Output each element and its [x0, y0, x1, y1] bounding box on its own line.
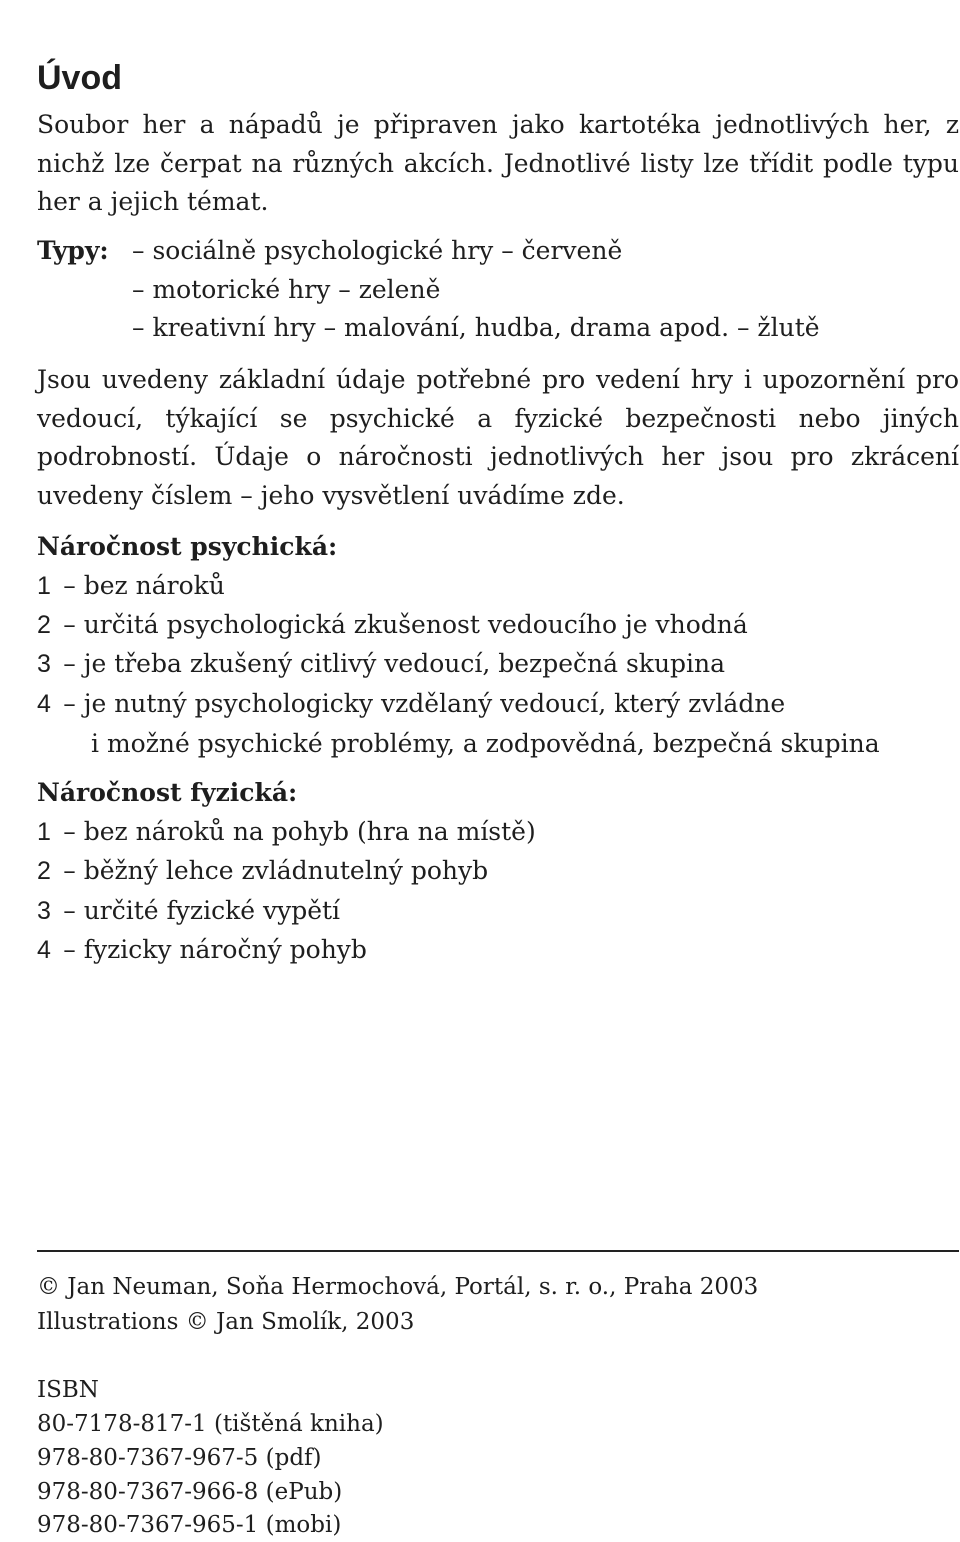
level-number: 4 — [37, 936, 51, 964]
psych-level-item — [37, 566, 959, 606]
psych-difficulty-heading: Náročnost psychická: — [37, 532, 338, 561]
isbn-print: 80-7178-817-1 (tištěná kniha) — [37, 1411, 384, 1437]
copyright-line: © Jan Neuman, Soňa Hermochová, Portál, s. r. o., Praha 2003 — [37, 1274, 759, 1300]
level-text: – bez nároků — [63, 571, 225, 600]
psych-level-item — [37, 684, 959, 764]
level-text: – fyzicky náročný pohyb — [63, 935, 367, 964]
level-number: 1 — [37, 818, 51, 846]
game-types-label: Typy: — [37, 236, 109, 265]
isbn-label: ISBN — [37, 1377, 99, 1403]
phys-level-item — [37, 812, 959, 852]
level-text: – je nutný psychologicky vzdělaný vedoucí, který zvládne — [63, 689, 786, 718]
psych-level-item — [37, 605, 959, 645]
isbn-epub: 978-80-7367-966-8 (ePub) — [37, 1479, 343, 1505]
level-text: – bez nároků na pohyb (hra na místě) — [63, 817, 536, 846]
level-number: 2 — [37, 857, 51, 885]
document-page — [37, 0, 959, 1540]
level-number: 3 — [37, 897, 51, 925]
level-text: – určitá psychologická zkušenost vedoucího je vhodná — [63, 610, 748, 639]
level-number: 2 — [37, 611, 51, 639]
psych-level-item — [37, 644, 959, 684]
phys-level-item — [37, 851, 959, 891]
description-paragraph: Jsou uvedeny základní údaje potřebné pro vedení hry i upozornění pro vedoucí, týkající se psychické a fyzické bezpečnosti nebo jiných podrobností. Údaje o náročnosti jednotlivých her jsou pro zkrácení uvedeny číslem – jeho vysvětlení uvádíme zde. — [37, 365, 959, 511]
phys-level-item — [37, 891, 959, 931]
game-type-motor: – motorické hry – zeleně — [132, 274, 441, 304]
phys-difficulty-heading: Náročnost fyzická: — [37, 778, 298, 807]
level-number: 3 — [37, 650, 51, 678]
phys-level-item — [37, 930, 959, 970]
game-type-row — [37, 309, 959, 348]
game-type-social: – sociálně psychologické hry – červeně — [132, 236, 623, 265]
game-types-list — [37, 232, 959, 348]
level-text-continuation: i možné psychické problémy, a zodpovědná, bezpečná skupina — [91, 729, 880, 759]
level-number: 4 — [37, 690, 51, 718]
page-title: Úvod — [37, 59, 122, 97]
level-text: – je třeba zkušený citlivý vedoucí, bezpečná skupina — [63, 649, 726, 678]
level-text: – běžný lehce zvládnutelný pohyb — [63, 856, 489, 885]
game-type-row — [37, 271, 959, 310]
isbn-pdf: 978-80-7367-967-5 (pdf) — [37, 1445, 322, 1471]
footer-divider — [37, 1250, 959, 1252]
intro-paragraph: Soubor her a nápadů je připraven jako kartotéka jednotlivých her, z nichž lze čerpat na různých akcích. Jednotlivé listy lze třídit podle typu her a jejich témat. — [37, 110, 959, 217]
isbn-mobi: 978-80-7367-965-1 (mobi) — [37, 1512, 342, 1538]
game-type-creative: – kreativní hry – malování, hudba, drama apod. – žlutě — [132, 313, 820, 343]
game-type-row — [37, 232, 959, 271]
illustrations-credit: Illustrations © Jan Smolík, 2003 — [37, 1309, 415, 1335]
level-text: – určité fyzické vypětí — [63, 896, 341, 925]
level-number: 1 — [37, 572, 51, 600]
